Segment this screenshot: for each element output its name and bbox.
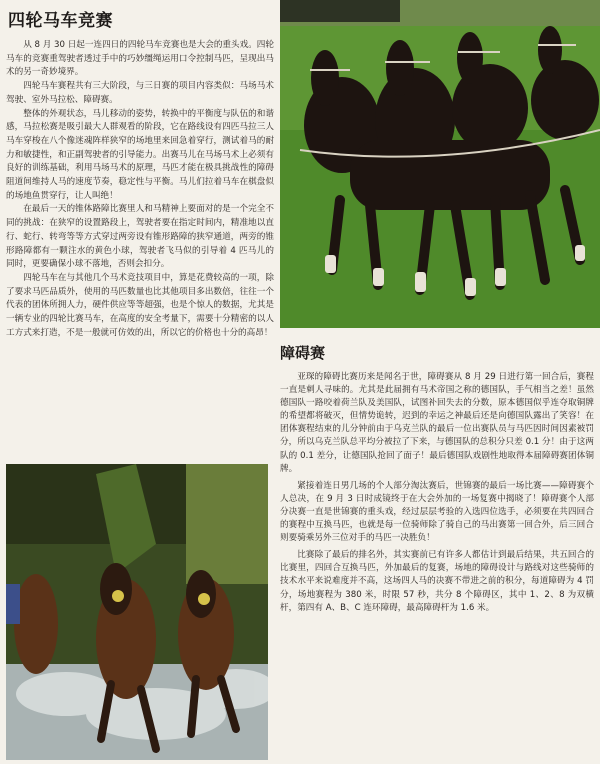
carriage-water-splash-photo	[6, 464, 268, 760]
section-title: 障碍赛	[280, 344, 326, 362]
article-paragraph: 从 8 月 30 日起一连四日的四轮马车竞赛也是大会的重头戏。四轮马车的竞赛重驾驶者透过手中的巧妙缰绳运用口令控制马匹，呈现出马术的另一奇妙境界。	[6, 40, 274, 78]
article-paragraph: 整体的外观状态，马儿移动的姿势，转换中的平衡度与队伍的和谐感，马拉松赛是吸引最大人群观看的阶段，它在路线设有四匹马拉三人马车穿梭在八个像迷魂阵样狭窄的场地里来回急着穿行，测试着马的耐力和敏捷性，和正副驾驶者的引导能力。出赛马儿在马场马术上必须有良好的训练基础，利用马场马术的原理，马匹才能在极具挑战性的障碍阻道间维持人马的速度节奏，稳定性与平衡。马儿们拉着马车在棋盘似的场地鱼贯穿行，让人叫绝！	[6, 108, 274, 201]
section-paragraph: 亚琛的障碍比赛历来是闻名于世，障碍赛从 8 月 29 日进行第一回合后，赛程一直是刺人寻味的。尤其是此届拥有马术帝国之称的德国队，手气相当之差！虽然德国队一路咬着荷兰队及美国队，试图补回失去的分数，原本德国似乎连夺取铜牌的希望都将破灭，但情势诡转，迟到的幸运之神最后还是向德国队露出了笑容！在团体赛程结束的儿分钟前由于乌克兰队的最后一位出赛队员与马匹因时间因素被罚分，所以乌克兰队总平均分被拉了下来，与德国队的总积分只差 0.1 分！由于这两队的 0.1 差分，让德国队抢回了面子！最后德国队戏剧性地取得本届障碍赛团体铜牌。	[280, 372, 594, 474]
article-column	[6, 6, 274, 340]
article-title: 四轮马车竞赛	[8, 11, 113, 31]
section-paragraph: 紧接着连日男几场的个人部分淘汰赛后，世锦赛的最后一场比赛——障碍赛个人总决，在 9 月 3 日时成镜终于在大会外加的一场复赛中揭晓了！障碍赛个人部分决赛一直是世锦赛的重头戏，经过层层考验的入选四位选手，必须要在共四回合的赛程中互换马匹，也就是每一位骑师除了骑自己的马出赛第一回合外，后三回合则要骑乘另外三位对手的马匹一决胜负！	[280, 480, 594, 544]
article-paragraph: 四轮马车在与其他几个马术竞技项目中，算是花费较高的一项，除了要求马匹品质外，使用的马匹数量也比其他项目多出数倍，往往一个代表的团体所拥人力，硬件供应等等超强，也是个惊人的数据，尤其是一辆专业的四轮比赛马车，在高度的安全考量下，需要十分精密的以人工方式来打造，不是一般就可仿效的出，所以它的价格也十分的高昂！	[6, 272, 274, 338]
section-paragraph: 比赛除了最后的排名外，其实赛前已有许多人都估计到最后结果，共五回合的比赛里，四回合互换马匹，外加最后的复赛，场地的障碍设计与路线对这些骑师的技术水平来说难度并不高，这场四人马的决赛不带进之前的积分，每道障碍为 4 罚分，场地赛程为 380 米，时限 57 秒，共分 8 个障碍区，其中 1、2、8 为双横杆，第四有 A、B、C 连环障碍，最高障碍杆为 1.6 米。	[280, 550, 594, 613]
section-column	[280, 342, 594, 615]
article-paragraph: 四轮马车赛程共有三大阶段，与三日赛的项目内容类似：马场马术驾驶、室外马拉松、障碍赛。	[6, 81, 274, 105]
four-horse-team-photo	[280, 0, 600, 328]
article-paragraph: 在最后一天的锥体路障比赛里人和马精神上要面对的是一个完全不同的挑战：在狭窄的设置路段上，驾驶者要在指定时间内，精准地以直行、蛇行、转弯等等方式穿过两旁设有锥形路障的狭窄通道，两旁的锥形路障都有一颗注水的黄色小球，驾驶者飞马似的引导着 4 匹马儿的同时，更要确保小球不落地，否则会扣分。	[6, 204, 274, 270]
